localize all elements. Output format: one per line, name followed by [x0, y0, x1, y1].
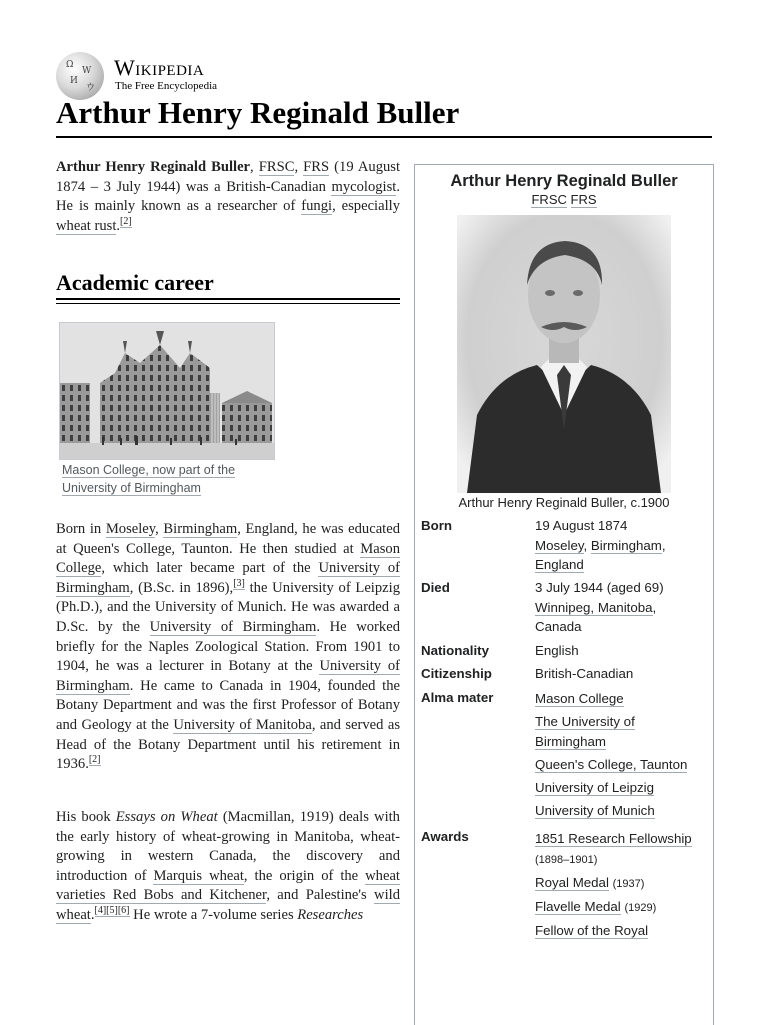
link-england[interactable]: England: [535, 557, 584, 573]
body-text: , and served as Head of the Botany Department until his retirement in 1936.: [56, 716, 400, 773]
label-awards: Awards: [421, 829, 469, 844]
body-text: His book: [56, 809, 116, 825]
title-divider: [56, 136, 712, 138]
body-text: the University of Leipzig (Ph.D.), and the University of Munich. He was awarded a D.Sc. by the: [56, 579, 400, 635]
died-country: Canada: [535, 619, 582, 635]
section-divider: [56, 298, 400, 300]
link-birmingham[interactable]: Birmingham: [590, 537, 662, 553]
book-title: Essays on Wheat: [115, 809, 218, 825]
infobox-postnominals: [415, 192, 713, 207]
caption-link-mason-college[interactable]: Mason College, now part of the: [62, 463, 236, 477]
label-died: Died: [421, 580, 450, 595]
citation-2[interactable]: [2]: [88, 754, 101, 766]
link-moseley[interactable]: Moseley: [535, 537, 584, 553]
section-divider-thin: [56, 303, 400, 304]
citations-4-5-6[interactable]: [4][5][6]: [94, 905, 130, 917]
label-nationality: Nationality: [421, 643, 489, 658]
value-nationality: English: [535, 643, 579, 658]
intro-paragraph: Arthur Henry Reginald Buller, FRSC, FRS (19 August 1874 – 3 July 1944) was a British-Canadian mycologist. He is mainly known as a researcher of fungi, especially wheat rust.[2]: [56, 159, 401, 234]
label-born: Born: [421, 518, 453, 533]
value-citizenship: British-Canadian: [535, 666, 634, 681]
died-date: 3 July 1944 (aged 69): [535, 580, 664, 595]
body-text: . He came to Canada in 1904, founded the Botany Department and was the first Professor of Botany and Geology at the: [56, 677, 400, 733]
page-title: Arthur Henry Reginald Buller: [56, 95, 460, 130]
label-citizenship: Citizenship: [421, 666, 492, 681]
link-university-of-birmingham[interactable]: University of Birmingham: [56, 560, 400, 596]
body-text: . He worked briefly for the Naples Zoological Station. From 1901 to 1904, he was a lecturer in Botany at the: [56, 618, 400, 675]
infobox-title: Arthur Henry Reginald Buller: [450, 172, 678, 190]
link-fungi[interactable]: fungi: [301, 198, 333, 215]
link-marquis-wheat[interactable]: Marquis wheat: [153, 867, 244, 884]
value-died: 3 July 1944 (aged 69) Winnipeg, Manitoba, Canada: [535, 580, 664, 635]
wikipedia-wordmark[interactable]: Wikipedia: [114, 55, 205, 80]
link-frsc[interactable]: FRSC: [531, 192, 567, 207]
link-birmingham[interactable]: Birmingham: [163, 521, 238, 537]
link-winnipeg-manitoba[interactable]: Winnipeg, Manitoba: [535, 599, 653, 615]
intro-text: , especially: [332, 198, 400, 215]
link-university-of-birmingham[interactable]: University of Birmingham: [56, 658, 401, 694]
body-text: .: [90, 906, 95, 923]
link-mason-college[interactable]: Mason College: [56, 540, 400, 577]
link-mycologist[interactable]: mycologist: [331, 178, 397, 195]
link-queens-college-taunton[interactable]: Queen's College, Taunton: [535, 757, 688, 772]
body-text: , and Palestine's: [266, 887, 375, 904]
born-date: 19 August 1874: [535, 518, 628, 533]
link-university-of-birmingham[interactable]: University of Birmingham: [149, 618, 317, 635]
link-university-of-leipzig[interactable]: University of Leipzig: [535, 780, 654, 795]
link-flavelle-medal[interactable]: Flavelle Medal: [535, 899, 621, 914]
link-1851-research-fellowship[interactable]: 1851 Research Fellowship: [535, 831, 692, 846]
section-heading-academic-career: Academic career: [56, 270, 214, 295]
link-wheat-rust[interactable]: wheat rust: [56, 217, 117, 234]
wheat-paragraph: [56, 808, 400, 928]
body-text: , England, he was educated at Queen's College, Taunton. He then studied at: [56, 521, 400, 557]
link-frs[interactable]: FRS: [303, 159, 330, 175]
body-text: , (B.Sc. in 1896),: [129, 579, 234, 596]
career-paragraph: Born in Moseley, Birmingham, England, he was educated at Queen's College, Taunton. He then studied at Mason College, which later became part of the University of Birmingham, (B.Sc. in 1896),[3] the University of Leipzig (Ph.D.), and the University of Munich. He was awarded a D.Sc. by the University of Birmingham. He worked briefly for the Naples Zoological Station. From 1901 to 1904, he was a lecturer in Botany at the University of Birmingham. He came to Canada in 1904, founded the Botany Department and was the first Professor of Botany and Geology at the University of Manitoba, and served as Head of the Botany Department until his retirement in 1936.[2]: [56, 521, 401, 773]
link-university-of-birmingham[interactable]: The University of Birmingham: [535, 714, 635, 749]
series-title: Researches: [297, 906, 364, 923]
link-frs[interactable]: FRS: [570, 192, 597, 207]
caption-link-university-of-birmingham[interactable]: University of Birmingham: [62, 480, 201, 495]
site-tagline: The Free Encyclopedia: [115, 80, 218, 92]
portrait-photo[interactable]: [457, 215, 671, 493]
body-text: , the origin of the: [243, 867, 366, 884]
link-university-of-munich[interactable]: University of Munich: [535, 803, 655, 818]
body-text: , which later became part of the: [101, 560, 319, 577]
intro-text: . He is mainly known as a researcher of: [56, 178, 400, 215]
infobox: [414, 164, 714, 1025]
wikipedia-globe-logo[interactable]: Ω W И ウ: [56, 52, 104, 100]
award-years: (1898–1901): [535, 854, 598, 866]
link-wheat-varieties[interactable]: wheat varieties Red Bobs and Kitchener: [56, 867, 400, 904]
link-fellow-of-the-royal[interactable]: Fellow of the Royal: [535, 923, 649, 938]
link-mason-college[interactable]: Mason College: [535, 691, 624, 706]
link-wild-wheat[interactable]: wild wheat: [56, 887, 400, 923]
portrait-caption: Arthur Henry Reginald Buller, c.1900: [458, 495, 670, 510]
figure-caption: [62, 462, 282, 497]
value-born: 19 August 1874 Moseley, Birmingham, England: [535, 518, 666, 573]
link-university-of-manitoba[interactable]: University of Manitoba: [173, 716, 312, 733]
link-moseley[interactable]: Moseley: [105, 521, 156, 537]
value-awards: [535, 829, 707, 941]
body-text: He wrote a 7-volume series: [129, 906, 298, 923]
subject-name: Arthur Henry Reginald Buller: [56, 159, 251, 175]
citation-3[interactable]: [3]: [233, 577, 245, 589]
value-alma-mater: [535, 689, 707, 821]
citation-2[interactable]: [2]: [120, 215, 132, 227]
award-year: (1937): [612, 878, 645, 890]
link-royal-medal[interactable]: Royal Medal: [535, 875, 609, 890]
intro-text: (19 August 1874 – 3 July 1944) was a British-Canadian: [56, 159, 401, 195]
label-alma-mater: Alma mater: [421, 690, 494, 705]
body-text: (Macmillan, 1919) deals with the early history of wheat-growing in Manitoba, wheat-growing in western Canada, the discovery and introduction of: [56, 809, 400, 884]
award-year: (1929): [624, 902, 657, 914]
body-text: Born in: [56, 521, 106, 537]
mason-college-image[interactable]: [59, 322, 275, 460]
link-frsc[interactable]: FRSC: [258, 159, 295, 175]
